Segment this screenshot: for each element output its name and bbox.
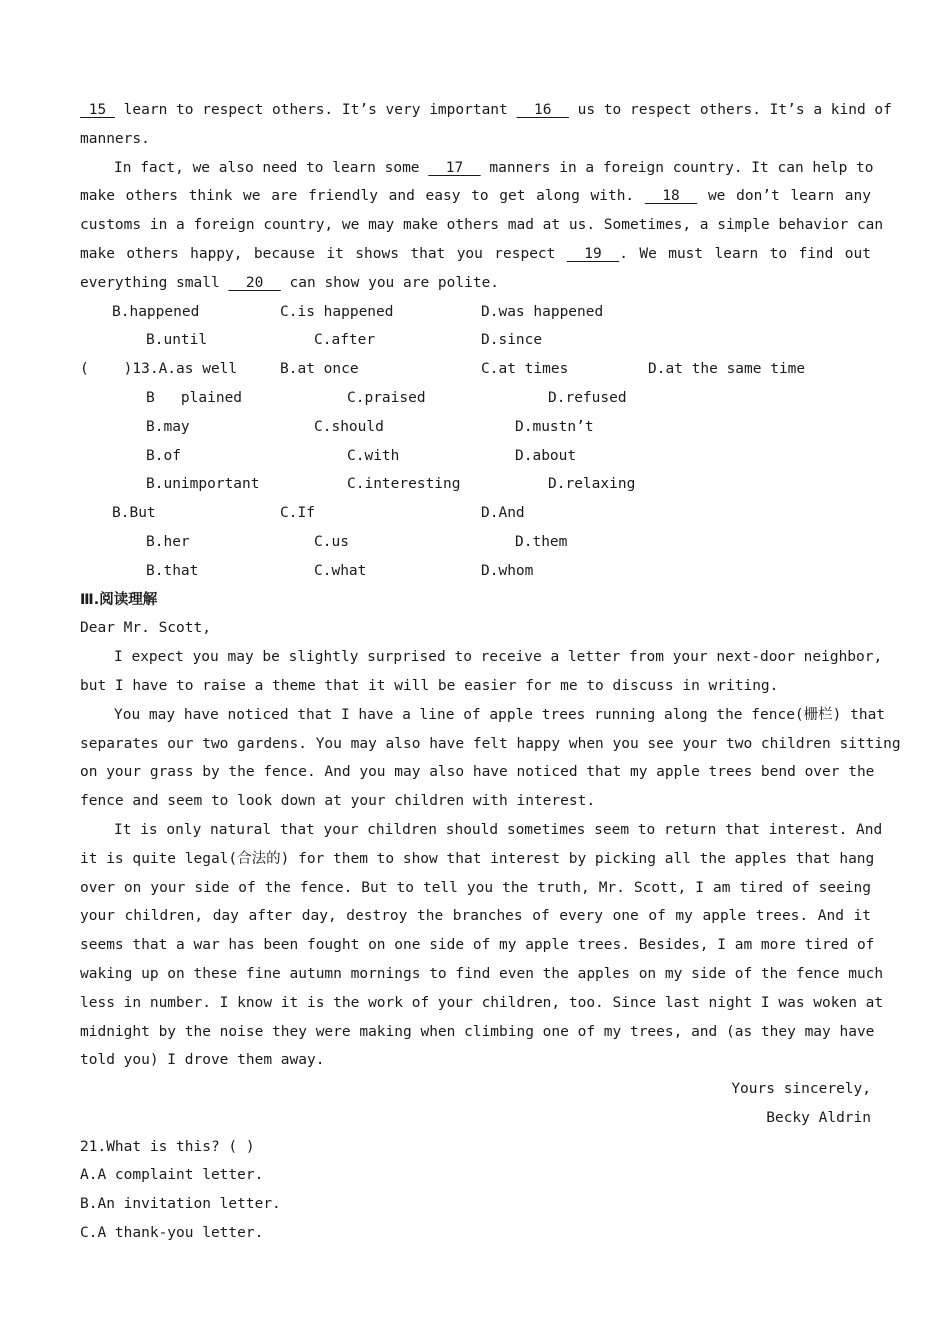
question-21-option-b: B.An invitation letter. bbox=[80, 1196, 281, 1213]
document-page bbox=[80, 96, 901, 1248]
blank-15: 15 bbox=[80, 102, 115, 118]
passage-line-3: In fact, we also need to learn some 17 manners in a foreign country. It can help to bbox=[80, 154, 871, 183]
letter-p2-line-1: You may have noticed that I have a line of apple trees running along the fence(栅栏) that bbox=[114, 706, 886, 723]
option-d: D.them bbox=[515, 533, 568, 550]
passage-line-1: 15 learn to respect others. It’s very important 16 us to respect others. It’s a kind of bbox=[80, 96, 871, 125]
letter-signature: Becky Aldrin bbox=[766, 1109, 871, 1126]
option-b: B.that bbox=[146, 562, 199, 579]
blank-16: 16 bbox=[516, 102, 569, 118]
option-d: D.relaxing bbox=[548, 476, 636, 493]
question-13-option-a: ( )13.A.as well bbox=[80, 361, 238, 378]
letter-p2-line-4: fence and seem to look down at your children with interest. bbox=[80, 793, 596, 810]
option-b: B.happened bbox=[112, 303, 200, 320]
option-c: C.interesting bbox=[347, 476, 461, 493]
letter-p3-line-2: it is quite legal(合法的) for them to show that interest by picking all the apples that hang bbox=[80, 850, 875, 867]
passage-line-4: make others think we are friendly and easy to get along with. 18 we don’t learn any bbox=[80, 182, 871, 211]
option-row-2 bbox=[80, 326, 871, 355]
option-row-1 bbox=[80, 298, 871, 327]
passage-line-6: make others happy, because it shows that you respect 19 . We must learn to find out bbox=[80, 240, 871, 269]
option-row-10 bbox=[80, 557, 871, 586]
option-row-9 bbox=[80, 528, 871, 557]
option-d: D.since bbox=[481, 332, 543, 349]
letter-salutation: Dear Mr. Scott, bbox=[80, 620, 211, 637]
section-heading: Ⅲ.阅读理解 bbox=[80, 591, 158, 608]
option-c: C.at times bbox=[481, 361, 569, 378]
blank-20: 20 bbox=[228, 274, 281, 291]
option-b: B.at once bbox=[280, 361, 359, 378]
option-b: B.But bbox=[112, 505, 156, 522]
option-b: B.her bbox=[146, 533, 190, 550]
option-b: B.until bbox=[146, 332, 208, 349]
option-row-8 bbox=[80, 499, 871, 528]
letter-p1-line-1: I expect you may be slightly surprised to receive a letter from your next-door neighbor, bbox=[114, 649, 883, 666]
option-d: D.was happened bbox=[481, 303, 604, 320]
letter-p3-line-5: seems that a war has been fought on one side of my apple trees. Besides, I am more tired of bbox=[80, 937, 875, 954]
option-c: C.If bbox=[280, 505, 315, 522]
option-b: B.unimportant bbox=[146, 476, 260, 493]
option-row-7 bbox=[80, 470, 871, 499]
option-d: D.about bbox=[515, 447, 577, 464]
letter-p1-line-2: but I have to raise a theme that it will be easier for me to discuss in writing. bbox=[80, 677, 779, 694]
option-d: D.refused bbox=[548, 389, 627, 406]
question-21-option-c: C.A thank-you letter. bbox=[80, 1225, 264, 1242]
letter-p3-line-4: your children, day after day, destroy the branches of every one of my apple trees. And it bbox=[80, 908, 871, 925]
option-row-5 bbox=[80, 413, 871, 442]
letter-p2-line-3: on your grass by the fence. And you may also have noticed that my apple trees bend over the bbox=[80, 764, 875, 781]
letter-p3-line-8: midnight by the noise they were making when climbing one of my trees, and (as they may have bbox=[80, 1023, 875, 1040]
question-21-stem: 21.What is this? ( ) bbox=[80, 1138, 255, 1155]
option-c: C.after bbox=[314, 332, 376, 349]
letter-p2-line-2: separates our two gardens. You may also have felt happy when you see your two children sitting bbox=[80, 735, 901, 752]
option-row-3 bbox=[80, 355, 871, 384]
option-d: D.And bbox=[481, 505, 525, 522]
option-c: C.is happened bbox=[280, 303, 394, 320]
question-21-option-a: A.A complaint letter. bbox=[80, 1167, 264, 1184]
option-c: C.should bbox=[314, 418, 384, 435]
passage-line-2: manners. bbox=[80, 130, 150, 147]
blank-17: 17 bbox=[428, 159, 481, 176]
letter-p3-line-1: It is only natural that your children should sometimes seem to return that interest. And bbox=[114, 821, 883, 838]
passage-line-7: everything small 20 can show you are polite. bbox=[80, 269, 871, 298]
option-d: D.mustn’t bbox=[515, 418, 594, 435]
letter-p3-line-6: waking up on these fine autumn mornings to find even the apples on my side of the fence much bbox=[80, 965, 884, 982]
option-b: B.may bbox=[146, 418, 190, 435]
letter-closing: Yours sincerely, bbox=[731, 1081, 871, 1098]
option-row-6 bbox=[80, 442, 871, 471]
option-c: C.with bbox=[347, 447, 400, 464]
option-c: C.praised bbox=[347, 389, 426, 406]
letter-p3-line-9: told you) I drove them away. bbox=[80, 1052, 325, 1069]
option-b: B plained bbox=[146, 389, 243, 406]
option-c: C.what bbox=[314, 562, 367, 579]
option-c: C.us bbox=[314, 533, 349, 550]
passage-line-5: customs in a foreign country, we may make others mad at us. Sometimes, a simple behavior can bbox=[80, 217, 884, 234]
option-d: D.whom bbox=[481, 562, 534, 579]
blank-19: 19 bbox=[566, 245, 620, 262]
option-b: B.of bbox=[146, 447, 181, 464]
letter-p3-line-7: less in number. I know it is the work of your children, too. Since last night I was woken at bbox=[80, 994, 884, 1011]
option-row-4 bbox=[80, 384, 871, 413]
blank-18: 18 bbox=[644, 188, 698, 205]
letter-p3-line-3: over on your side of the fence. But to tell you the truth, Mr. Scott, I am tired of seeing bbox=[80, 879, 871, 896]
option-d: D.at the same time bbox=[648, 361, 806, 378]
